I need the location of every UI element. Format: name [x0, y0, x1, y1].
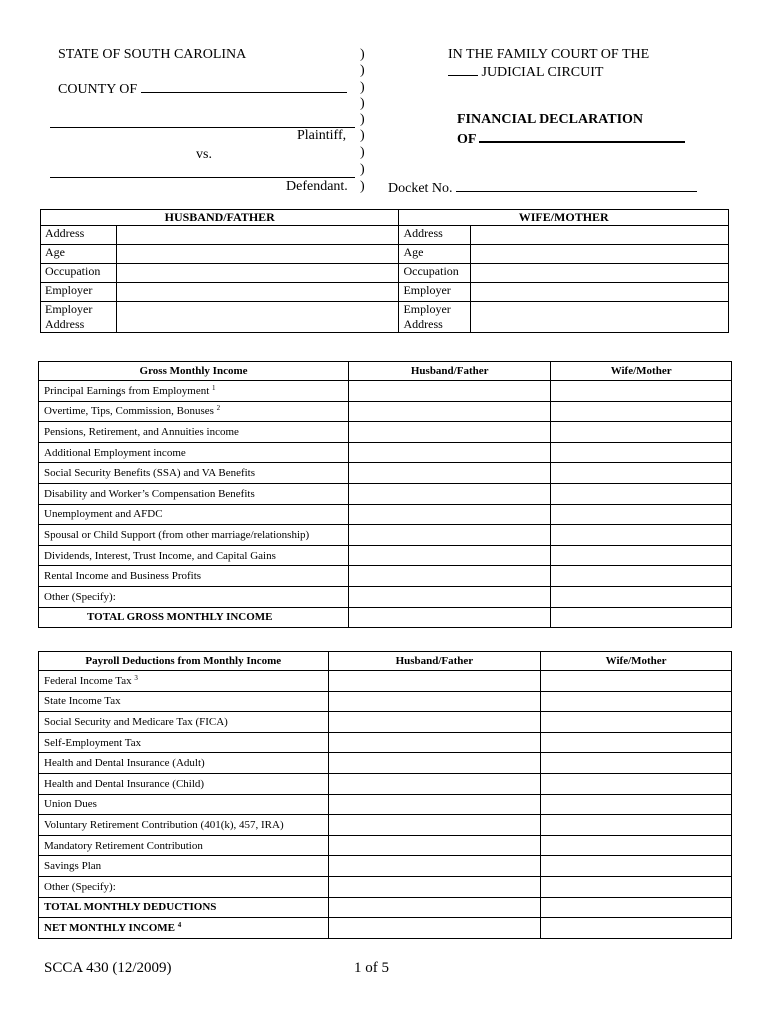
- defendant-name-line[interactable]: [50, 177, 355, 178]
- row-label: Age: [41, 245, 117, 264]
- table-row: [39, 691, 732, 712]
- table-row: [39, 545, 732, 566]
- deduction-label: Savings Plan: [39, 856, 329, 877]
- wife-amount-input[interactable]: [551, 483, 732, 504]
- husband-age-input[interactable]: [116, 245, 399, 264]
- table-row: [39, 483, 732, 504]
- state-label: STATE OF SOUTH CAROLINA: [58, 47, 247, 62]
- table-row: [39, 671, 732, 692]
- income-label: Social Security Benefits (SSA) and VA Benefits: [39, 463, 349, 484]
- deductions-table: [38, 651, 732, 939]
- husband-address-input[interactable]: [116, 226, 399, 245]
- husband-amount-input[interactable]: [328, 712, 541, 733]
- page-number: 1 of 5: [354, 960, 389, 976]
- wife-column-header: Wife/Mother: [541, 652, 732, 671]
- wife-total-input[interactable]: [541, 897, 732, 918]
- court-name: IN THE FAMILY COURT OF THE: [448, 47, 650, 62]
- judicial-circuit-text: JUDICIAL CIRCUIT: [481, 65, 604, 80]
- row-label: Address: [41, 226, 117, 245]
- wife-amount-input[interactable]: [551, 442, 732, 463]
- wife-age-input[interactable]: [471, 245, 729, 264]
- husband-occupation-input[interactable]: [116, 264, 399, 283]
- county-label: [58, 80, 347, 98]
- caption-paren: ): [360, 80, 365, 95]
- wife-amount-input[interactable]: [541, 815, 732, 836]
- caption-paren: ): [360, 63, 365, 78]
- caption-paren: ): [360, 145, 365, 160]
- husband-employer-input[interactable]: [116, 283, 399, 302]
- caption-paren: ): [360, 128, 365, 143]
- income-label-text: Overtime, Tips, Commission, Bonuses: [44, 405, 214, 418]
- row-label: [41, 302, 117, 333]
- wife-amount-input[interactable]: [541, 732, 732, 753]
- husband-amount-input[interactable]: [328, 773, 541, 794]
- husband-total-input[interactable]: [349, 607, 551, 628]
- total-deductions-label: TOTAL MONTHLY DEDUCTIONS: [39, 897, 329, 918]
- husband-header: HUSBAND/FATHER: [41, 210, 399, 226]
- deduction-label: [39, 671, 329, 692]
- husband-employer-address-input[interactable]: [116, 302, 399, 333]
- net-income-label-text: NET MONTHLY INCOME: [44, 921, 176, 934]
- wife-amount-input[interactable]: [541, 773, 732, 794]
- income-label: Unemployment and AFDC: [39, 504, 349, 525]
- party-row: [41, 226, 729, 245]
- husband-total-input[interactable]: [328, 897, 541, 918]
- table-row: [39, 566, 732, 587]
- income-label: Other (Specify):: [39, 586, 349, 607]
- husband-amount-input[interactable]: [328, 876, 541, 897]
- wife-employer-address-input[interactable]: [471, 302, 729, 333]
- county-input[interactable]: [141, 80, 347, 93]
- deduction-label: Self-Employment Tax: [39, 732, 329, 753]
- total-row: [39, 607, 732, 628]
- wife-amount-input[interactable]: [541, 753, 732, 774]
- husband-amount-input[interactable]: [328, 671, 541, 692]
- wife-net-input[interactable]: [541, 918, 732, 939]
- income-label-text: Principal Earnings from Employment: [44, 384, 210, 397]
- income-label: Rental Income and Business Profits: [39, 566, 349, 587]
- wife-amount-input[interactable]: [541, 691, 732, 712]
- declarant-label: [457, 129, 685, 148]
- table-row: [39, 525, 732, 546]
- table-row: [39, 504, 732, 525]
- gross-income-table: [38, 361, 732, 628]
- wife-amount-input[interactable]: [551, 504, 732, 525]
- party-row: [41, 264, 729, 283]
- caption-paren: ): [360, 112, 365, 127]
- husband-amount-input[interactable]: [328, 732, 541, 753]
- husband-amount-input[interactable]: [349, 586, 551, 607]
- husband-amount-input[interactable]: [349, 442, 551, 463]
- row-label: Address: [399, 226, 471, 245]
- husband-amount-input[interactable]: [328, 815, 541, 836]
- deduction-label: Other (Specify):: [39, 876, 329, 897]
- husband-amount-input[interactable]: [349, 545, 551, 566]
- income-label: [39, 401, 349, 422]
- deduction-label-text: Federal Income Tax: [44, 674, 132, 687]
- deduction-label: Union Dues: [39, 794, 329, 815]
- document-title: FINANCIAL DECLARATION: [457, 112, 644, 127]
- judicial-circuit: [448, 63, 603, 81]
- husband-amount-input[interactable]: [349, 381, 551, 402]
- husband-amount-input[interactable]: [349, 504, 551, 525]
- husband-amount-input[interactable]: [349, 401, 551, 422]
- county-label-text: COUNTY OF: [58, 82, 138, 97]
- table-row: [39, 712, 732, 733]
- wife-amount-input[interactable]: [551, 381, 732, 402]
- wife-amount-input[interactable]: [541, 835, 732, 856]
- husband-amount-input[interactable]: [328, 691, 541, 712]
- wife-employer-input[interactable]: [471, 283, 729, 302]
- husband-amount-input[interactable]: [349, 463, 551, 484]
- husband-amount-input[interactable]: [328, 835, 541, 856]
- party-info-table: [40, 209, 729, 333]
- income-label: Pensions, Retirement, and Annuities income: [39, 422, 349, 443]
- caption-paren: ): [360, 96, 365, 111]
- income-label: Spousal or Child Support (from other marriage/relationship): [39, 525, 349, 546]
- wife-amount-input[interactable]: [541, 856, 732, 877]
- husband-amount-input[interactable]: [349, 483, 551, 504]
- row-label: Employer: [41, 283, 117, 302]
- declarant-of-text: OF: [457, 132, 476, 147]
- husband-net-input[interactable]: [328, 918, 541, 939]
- table-row: [39, 835, 732, 856]
- deduction-label: Voluntary Retirement Contribution (401(k), 457, IRA): [39, 815, 329, 836]
- table-row: [39, 422, 732, 443]
- party-row: [41, 302, 729, 333]
- circuit-number-input[interactable]: [448, 63, 478, 76]
- deduction-category-header: Payroll Deductions from Monthly Income: [39, 652, 329, 671]
- husband-amount-input[interactable]: [349, 422, 551, 443]
- table-row: [39, 463, 732, 484]
- caption-paren: ): [360, 47, 365, 62]
- wife-total-input[interactable]: [551, 607, 732, 628]
- wife-amount-input[interactable]: [551, 401, 732, 422]
- footnote-ref: 3: [134, 673, 138, 682]
- wife-amount-input[interactable]: [551, 422, 732, 443]
- wife-header: WIFE/MOTHER: [399, 210, 729, 226]
- row-label: Occupation: [399, 264, 471, 283]
- wife-column-header: Wife/Mother: [551, 362, 732, 381]
- table-row: [39, 815, 732, 836]
- deduction-label: Health and Dental Insurance (Child): [39, 773, 329, 794]
- docket-label: [388, 179, 697, 197]
- income-label: Additional Employment income: [39, 442, 349, 463]
- docket-label-text: Docket No.: [388, 181, 453, 196]
- husband-column-header: Husband/Father: [328, 652, 541, 671]
- row-label-line2: Address: [403, 317, 443, 331]
- wife-amount-input[interactable]: [551, 566, 732, 587]
- table-row: [39, 586, 732, 607]
- deduction-label: State Income Tax: [39, 691, 329, 712]
- table-row: [39, 732, 732, 753]
- caption-paren: ): [360, 162, 365, 177]
- wife-occupation-input[interactable]: [471, 264, 729, 283]
- table-row: [39, 401, 732, 422]
- income-category-header: Gross Monthly Income: [39, 362, 349, 381]
- row-label-line1: Employer: [403, 302, 451, 316]
- row-label: Age: [399, 245, 471, 264]
- plaintiff-label: Plaintiff,: [297, 128, 347, 143]
- party-row: [41, 283, 729, 302]
- net-income-row: [39, 918, 732, 939]
- footnote-ref: 4: [177, 920, 182, 929]
- wife-amount-input[interactable]: [551, 545, 732, 566]
- row-label-line1: Employer: [45, 302, 93, 316]
- footnote-ref: 2: [216, 404, 221, 413]
- row-label: [399, 302, 471, 333]
- party-row: [41, 245, 729, 264]
- table-row: [39, 753, 732, 774]
- vs-label: vs.: [196, 147, 212, 162]
- table-row: [39, 856, 732, 877]
- wife-amount-input[interactable]: [551, 525, 732, 546]
- caption-paren: ): [360, 179, 365, 194]
- row-label: Employer: [399, 283, 471, 302]
- husband-column-header: Husband/Father: [349, 362, 551, 381]
- row-label: Occupation: [41, 264, 117, 283]
- table-row: [39, 876, 732, 897]
- husband-amount-input[interactable]: [349, 566, 551, 587]
- wife-amount-input[interactable]: [551, 463, 732, 484]
- table-row: [39, 442, 732, 463]
- total-gross-label: TOTAL GROSS MONTHLY INCOME: [39, 607, 349, 628]
- husband-amount-input[interactable]: [328, 794, 541, 815]
- table-row: [39, 381, 732, 402]
- income-label: Disability and Worker’s Compensation Benefits: [39, 483, 349, 504]
- declarant-name-input[interactable]: [479, 129, 685, 143]
- table-row: [39, 773, 732, 794]
- husband-amount-input[interactable]: [328, 753, 541, 774]
- wife-address-input[interactable]: [471, 226, 729, 245]
- wife-amount-input[interactable]: [541, 671, 732, 692]
- income-label: Dividends, Interest, Trust Income, and Capital Gains: [39, 545, 349, 566]
- form-id: SCCA 430 (12/2009): [44, 960, 172, 976]
- income-label: [39, 381, 349, 402]
- docket-number-input[interactable]: [456, 179, 697, 192]
- total-row: [39, 897, 732, 918]
- wife-amount-input[interactable]: [541, 794, 732, 815]
- husband-amount-input[interactable]: [349, 525, 551, 546]
- table-row: [39, 794, 732, 815]
- wife-amount-input[interactable]: [541, 712, 732, 733]
- deduction-label: Health and Dental Insurance (Adult): [39, 753, 329, 774]
- wife-amount-input[interactable]: [541, 876, 732, 897]
- row-label-line2: Address: [45, 317, 85, 331]
- wife-amount-input[interactable]: [551, 586, 732, 607]
- deduction-label: Social Security and Medicare Tax (FICA): [39, 712, 329, 733]
- footnote-ref: 1: [212, 383, 216, 392]
- deduction-label: Mandatory Retirement Contribution: [39, 835, 329, 856]
- net-income-label: [39, 918, 329, 939]
- husband-amount-input[interactable]: [328, 856, 541, 877]
- defendant-label: Defendant.: [286, 179, 348, 194]
